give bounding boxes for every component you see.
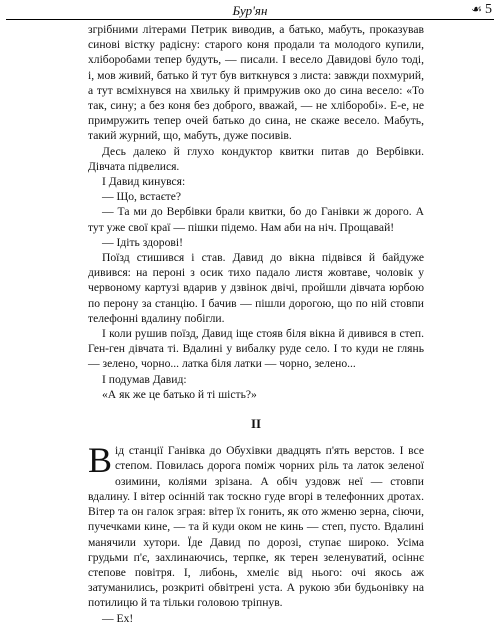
paragraph: І подумав Давид: xyxy=(102,372,187,386)
page-number: 5 xyxy=(485,2,492,17)
page-number-block xyxy=(471,2,492,18)
dialog-line: — Що, встаєте? xyxy=(102,190,182,204)
page-body xyxy=(88,22,424,626)
fleuron-icon: ☙ xyxy=(471,2,482,16)
paragraph: І коли рушив поїзд, Давид іще стояв біля вікна й дивився в степ. Ген-ген дівчата ті. Вдалині у вибалку руде село. І то куди не глянь — зелено, чорно... латка біля латки — чорно, зелено... xyxy=(88,327,424,371)
drop-cap: В xyxy=(88,440,113,481)
dialog-line: — Та ми до Вербівки брали квитки, бо до Ганівки ж дорого. А тут уже свої краї — пішки підемо. Нам аби на ніч. Прощавай! xyxy=(88,205,424,234)
page-header xyxy=(0,0,500,22)
dialog-line: — Ех! xyxy=(102,611,134,625)
opening-text: ід станції Ганівка до Обухівки двадцять п'ять верстов. І все степом. Повилась дорога поміж чорних ріль та латок зеленої озимини, коліями зрізана. А обіч уздовж неї — стовпи вдалину. І вітер осінній так тоскно гуде вгорі в телефонних дротах. Вітер та он галок зграя: вітер їх гонить, як ото жменю зерна, сіючи, пучечками кине, — та й куди оком не кинь — степ, пусто. Вдалині манячили хутори. Їде Давид по дорозі, ступає широко. Усіма грудьми п'є, захлинаючись, терпке, як терен зеленуватий, осіннє степове повітря. І, либонь, хмеліє від нього: очі якось аж затуманились, розкриті обвітрені уста. А рукою зби будьонівку на потилицю й та тільки головою тріпнув. xyxy=(88,444,424,610)
header-rule xyxy=(6,19,494,20)
paragraph: Десь далеко й глухо кондуктор квитки питав до Вербівки. Дівчата підвелися. xyxy=(88,144,424,173)
running-title: Бур'ян xyxy=(232,3,268,18)
paragraph: І Давид кинувся: xyxy=(102,175,186,189)
section-opening-paragraph xyxy=(88,440,424,610)
quote-line: «А як же це батько й ті шість?» xyxy=(102,387,257,401)
paragraph: згрібними літерами Петрик виводив, а батько, мабуть, проказував синові вістку радісну: старого коня продали та молодого купили, хліборобами тепер будуть, — писали. І весело Давидові було тоді, і, мов живий, батько й тут був виткнувся з листа: завжди похмурий, а тут всміхнувся на хвильку й примружив око до сина весело: «То так, сину; а без коня без доброго, вважай, — не хліборобі». Е-е, не примружить тепер очей батько до сина, не скаже весело. Мабуть, такий журний, що, мабуть, дуже посивів. xyxy=(88,23,424,143)
section-number: II xyxy=(250,416,262,432)
paragraph: Поїзд стишився і став. Давид до вікна підвівся й байдуже дивився: на пероні з осик тихо падало листя жовтаве, чоловік у червоному картузі вдарив у дзвінок двічі, пройшли дівчата юрбою по перону за станцію. І бачив — пішли дорогою, що по ній стовпи телефонні вдалину побігли. xyxy=(88,251,424,325)
dialog-line: — Ідіть здорові! xyxy=(102,235,183,249)
